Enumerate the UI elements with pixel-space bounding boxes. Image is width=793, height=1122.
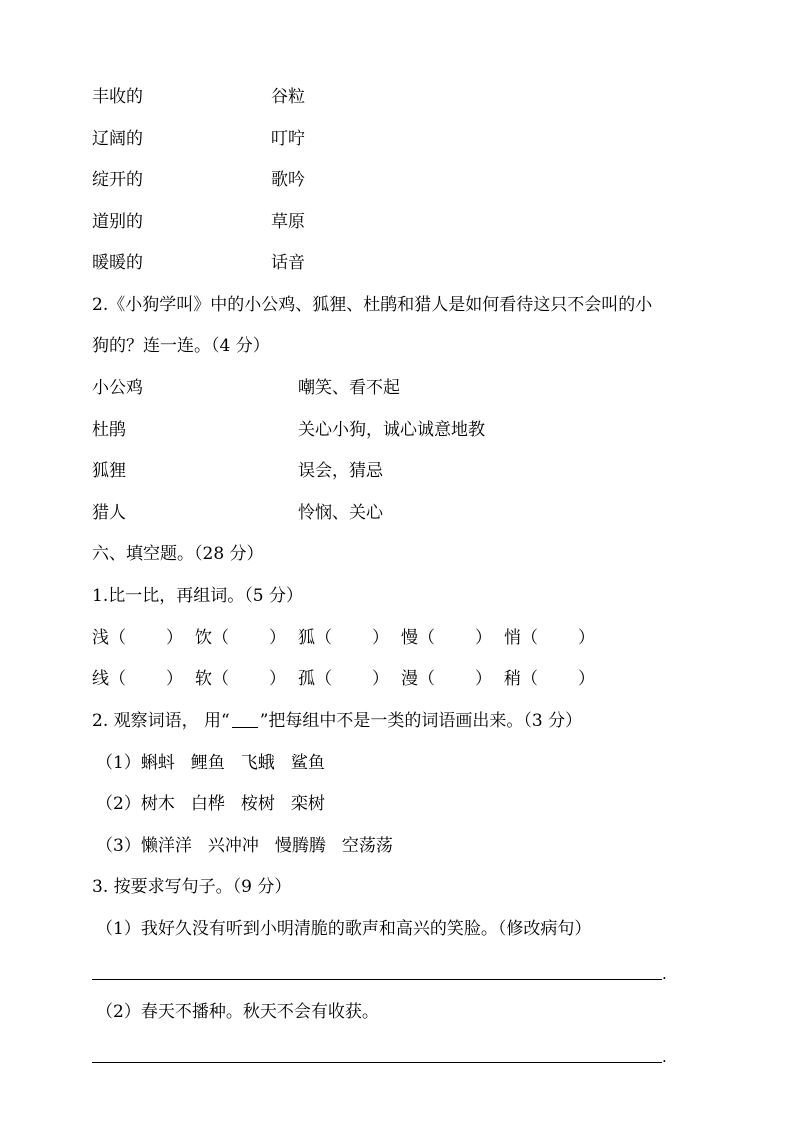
q2-left-3: 狐狸 [92,461,126,481]
char-close-2e: ） [578,669,595,689]
word: 兴冲冲 [207,836,259,856]
char-close-2a: ） [166,669,183,689]
char-open-1d: 慢（ [401,628,435,648]
word-group-1 [96,752,325,774]
word: 空荡荡 [341,836,393,856]
word-group-3 [96,835,393,857]
q3-title: 3. 按要求写句子。（9 分） [92,877,292,897]
match-right-1: 谷粒 [271,87,305,107]
char-close-1d: ） [475,628,492,648]
word: 懒洋洋 [140,836,192,856]
word: 飞蛾 [240,753,275,773]
char-close-1b: ） [269,628,286,648]
char-open-1e: 悄（ [504,628,538,648]
answer-line-2[interactable] [92,1062,662,1063]
match-right-5: 话音 [271,253,305,273]
q1-title: 1.比一比，再组词。（5 分） [92,586,303,606]
q2-right-4: 怜悯、关心 [298,503,383,523]
q2-left-1: 小公鸡 [92,378,143,398]
word: 桉树 [240,794,275,814]
word: 鲨鱼 [290,753,325,773]
q2-observe-pre: 2. 观察词语， 用“ [92,711,230,731]
q2-right-1: 嘲笑、看不起 [298,378,400,398]
sentence-1: （1）我好久没有听到小明清脆的歌声和高兴的笑脸。（修改病句） [96,919,592,939]
match-right-3: 歌吟 [271,170,305,190]
q2-line1: 2.《小狗学叫》中的小公鸡、狐狸、杜鹃和猎人是如何看待这只不会叫的小 [92,295,653,315]
word: 慢腾腾 [274,836,326,856]
word: 鲤鱼 [190,753,225,773]
match-left-2: 辽阔的 [92,129,143,149]
word: 栾树 [290,794,325,814]
q2-right-3: 误会，猜忌 [298,461,383,481]
match-right-2: 叮咛 [271,129,305,149]
end-dot-2: . [662,1048,667,1066]
char-close-1c: ） [372,628,389,648]
word: 蝌蚪 [140,753,175,773]
char-open-2d: 漫（ [401,669,435,689]
q2-right-2: 关心小狗，诚心诚意地教 [298,420,485,440]
char-close-2c: ） [372,669,389,689]
char-open-1a: 浅（ [92,628,126,648]
section-title: 六、填空题。（28 分） [92,544,264,564]
char-open-2c: 孤（ [298,669,332,689]
word: 白桦 [190,794,225,814]
word-group-2 [96,793,325,815]
group-num: （2） [96,794,141,814]
q2-left-2: 杜鹃 [92,420,126,440]
char-close-1e: ） [578,628,595,648]
group-num: （1） [96,753,141,773]
word: 树木 [140,794,175,814]
char-close-2b: ） [269,669,286,689]
char-open-2e: 稍（ [504,669,538,689]
match-right-4: 草原 [271,212,305,232]
match-left-5: 暖暖的 [92,253,143,273]
q2-observe-post: ”把每组中不是一类的词语画出来。（3 分） [259,711,583,731]
group-num: （3） [96,836,141,856]
answer-line-1[interactable] [92,979,662,980]
underline-mark [232,711,258,728]
char-open-2b: 软（ [195,669,229,689]
match-left-1: 丰收的 [92,87,143,107]
char-close-2d: ） [475,669,492,689]
char-open-1c: 狐（ [298,628,332,648]
char-close-1a: ） [166,628,183,648]
q2-line2: 狗的？连一连。（4 分） [92,336,270,356]
q2-left-4: 猎人 [92,503,126,523]
match-left-3: 绽开的 [92,170,143,190]
sentence-2: （2）春天不播种。秋天不会有收获。 [96,1002,379,1022]
char-open-2a: 线（ [92,669,126,689]
match-left-4: 道别的 [92,212,143,232]
char-open-1b: 饮（ [195,628,229,648]
end-dot-1: . [662,965,667,983]
q2-observe-title [92,710,582,732]
